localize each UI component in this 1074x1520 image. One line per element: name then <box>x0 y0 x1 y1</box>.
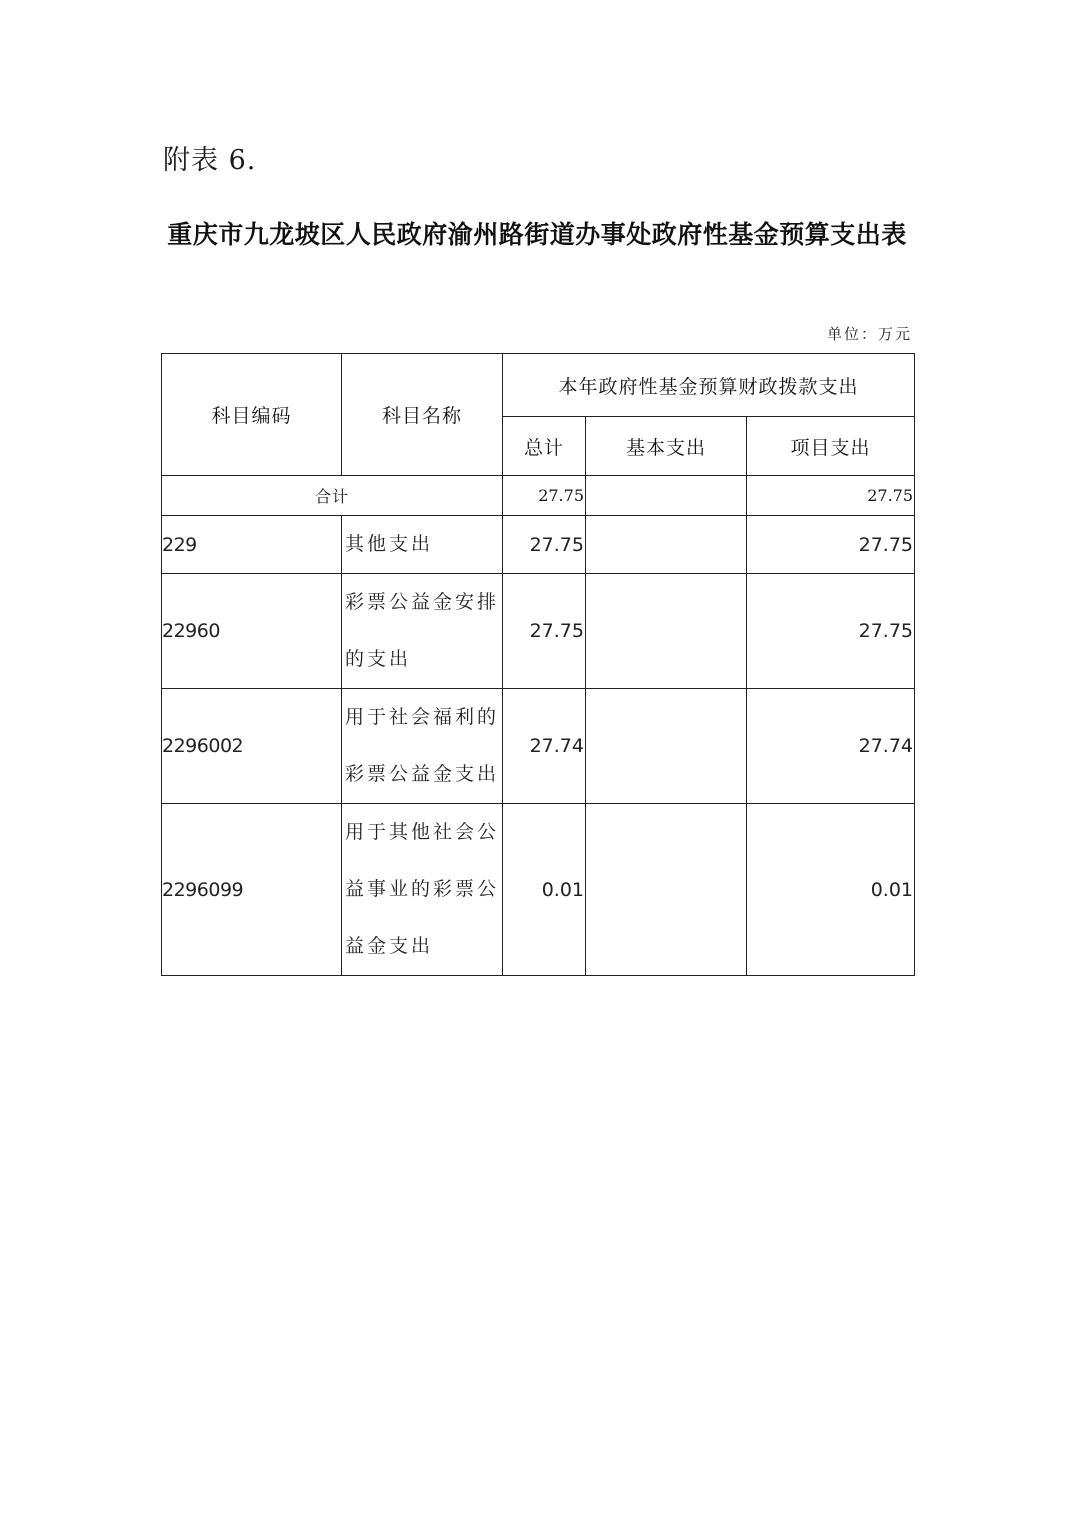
row-project: 27.74 <box>747 689 915 804</box>
summary-row <box>162 476 915 516</box>
appendix-label: 附表 6. <box>163 145 257 176</box>
table-row <box>162 804 915 976</box>
summary-project: 27.75 <box>747 476 915 516</box>
row-code: 22960 <box>162 574 342 689</box>
row-code: 2296002 <box>162 689 342 804</box>
table-row <box>162 689 915 804</box>
row-basic <box>586 516 747 574</box>
row-project: 27.75 <box>747 516 915 574</box>
table-row <box>162 516 915 574</box>
header-total: 总计 <box>503 417 586 476</box>
row-total: 27.75 <box>503 574 586 689</box>
unit-label: 单位：万元 <box>826 325 912 343</box>
row-total: 27.75 <box>503 516 586 574</box>
row-basic <box>586 804 747 976</box>
header-project: 项目支出 <box>747 417 915 476</box>
summary-label: 合计 <box>162 476 503 516</box>
header-row-1 <box>162 354 915 417</box>
row-name: 彩票公益金安排的支出 <box>342 574 503 689</box>
row-total: 27.74 <box>503 689 586 804</box>
row-name: 用于社会福利的彩票公益金支出 <box>342 689 503 804</box>
row-project: 0.01 <box>747 804 915 976</box>
row-basic <box>586 574 747 689</box>
row-code: 229 <box>162 516 342 574</box>
header-group: 本年政府性基金预算财政拨款支出 <box>503 354 915 417</box>
header-name: 科目名称 <box>342 354 503 476</box>
summary-basic <box>586 476 747 516</box>
page-title: 重庆市九龙坡区人民政府渝州路街道办事处政府性基金预算支出表 <box>167 220 907 249</box>
row-basic <box>586 689 747 804</box>
header-basic: 基本支出 <box>586 417 747 476</box>
row-project: 27.75 <box>747 574 915 689</box>
header-code: 科目编码 <box>162 354 342 476</box>
row-total: 0.01 <box>503 804 586 976</box>
row-name: 用于其他社会公益事业的彩票公益金支出 <box>342 804 503 976</box>
budget-table <box>161 353 915 976</box>
row-code: 2296099 <box>162 804 342 976</box>
row-name: 其他支出 <box>342 516 503 574</box>
summary-total: 27.75 <box>503 476 586 516</box>
table-row <box>162 574 915 689</box>
